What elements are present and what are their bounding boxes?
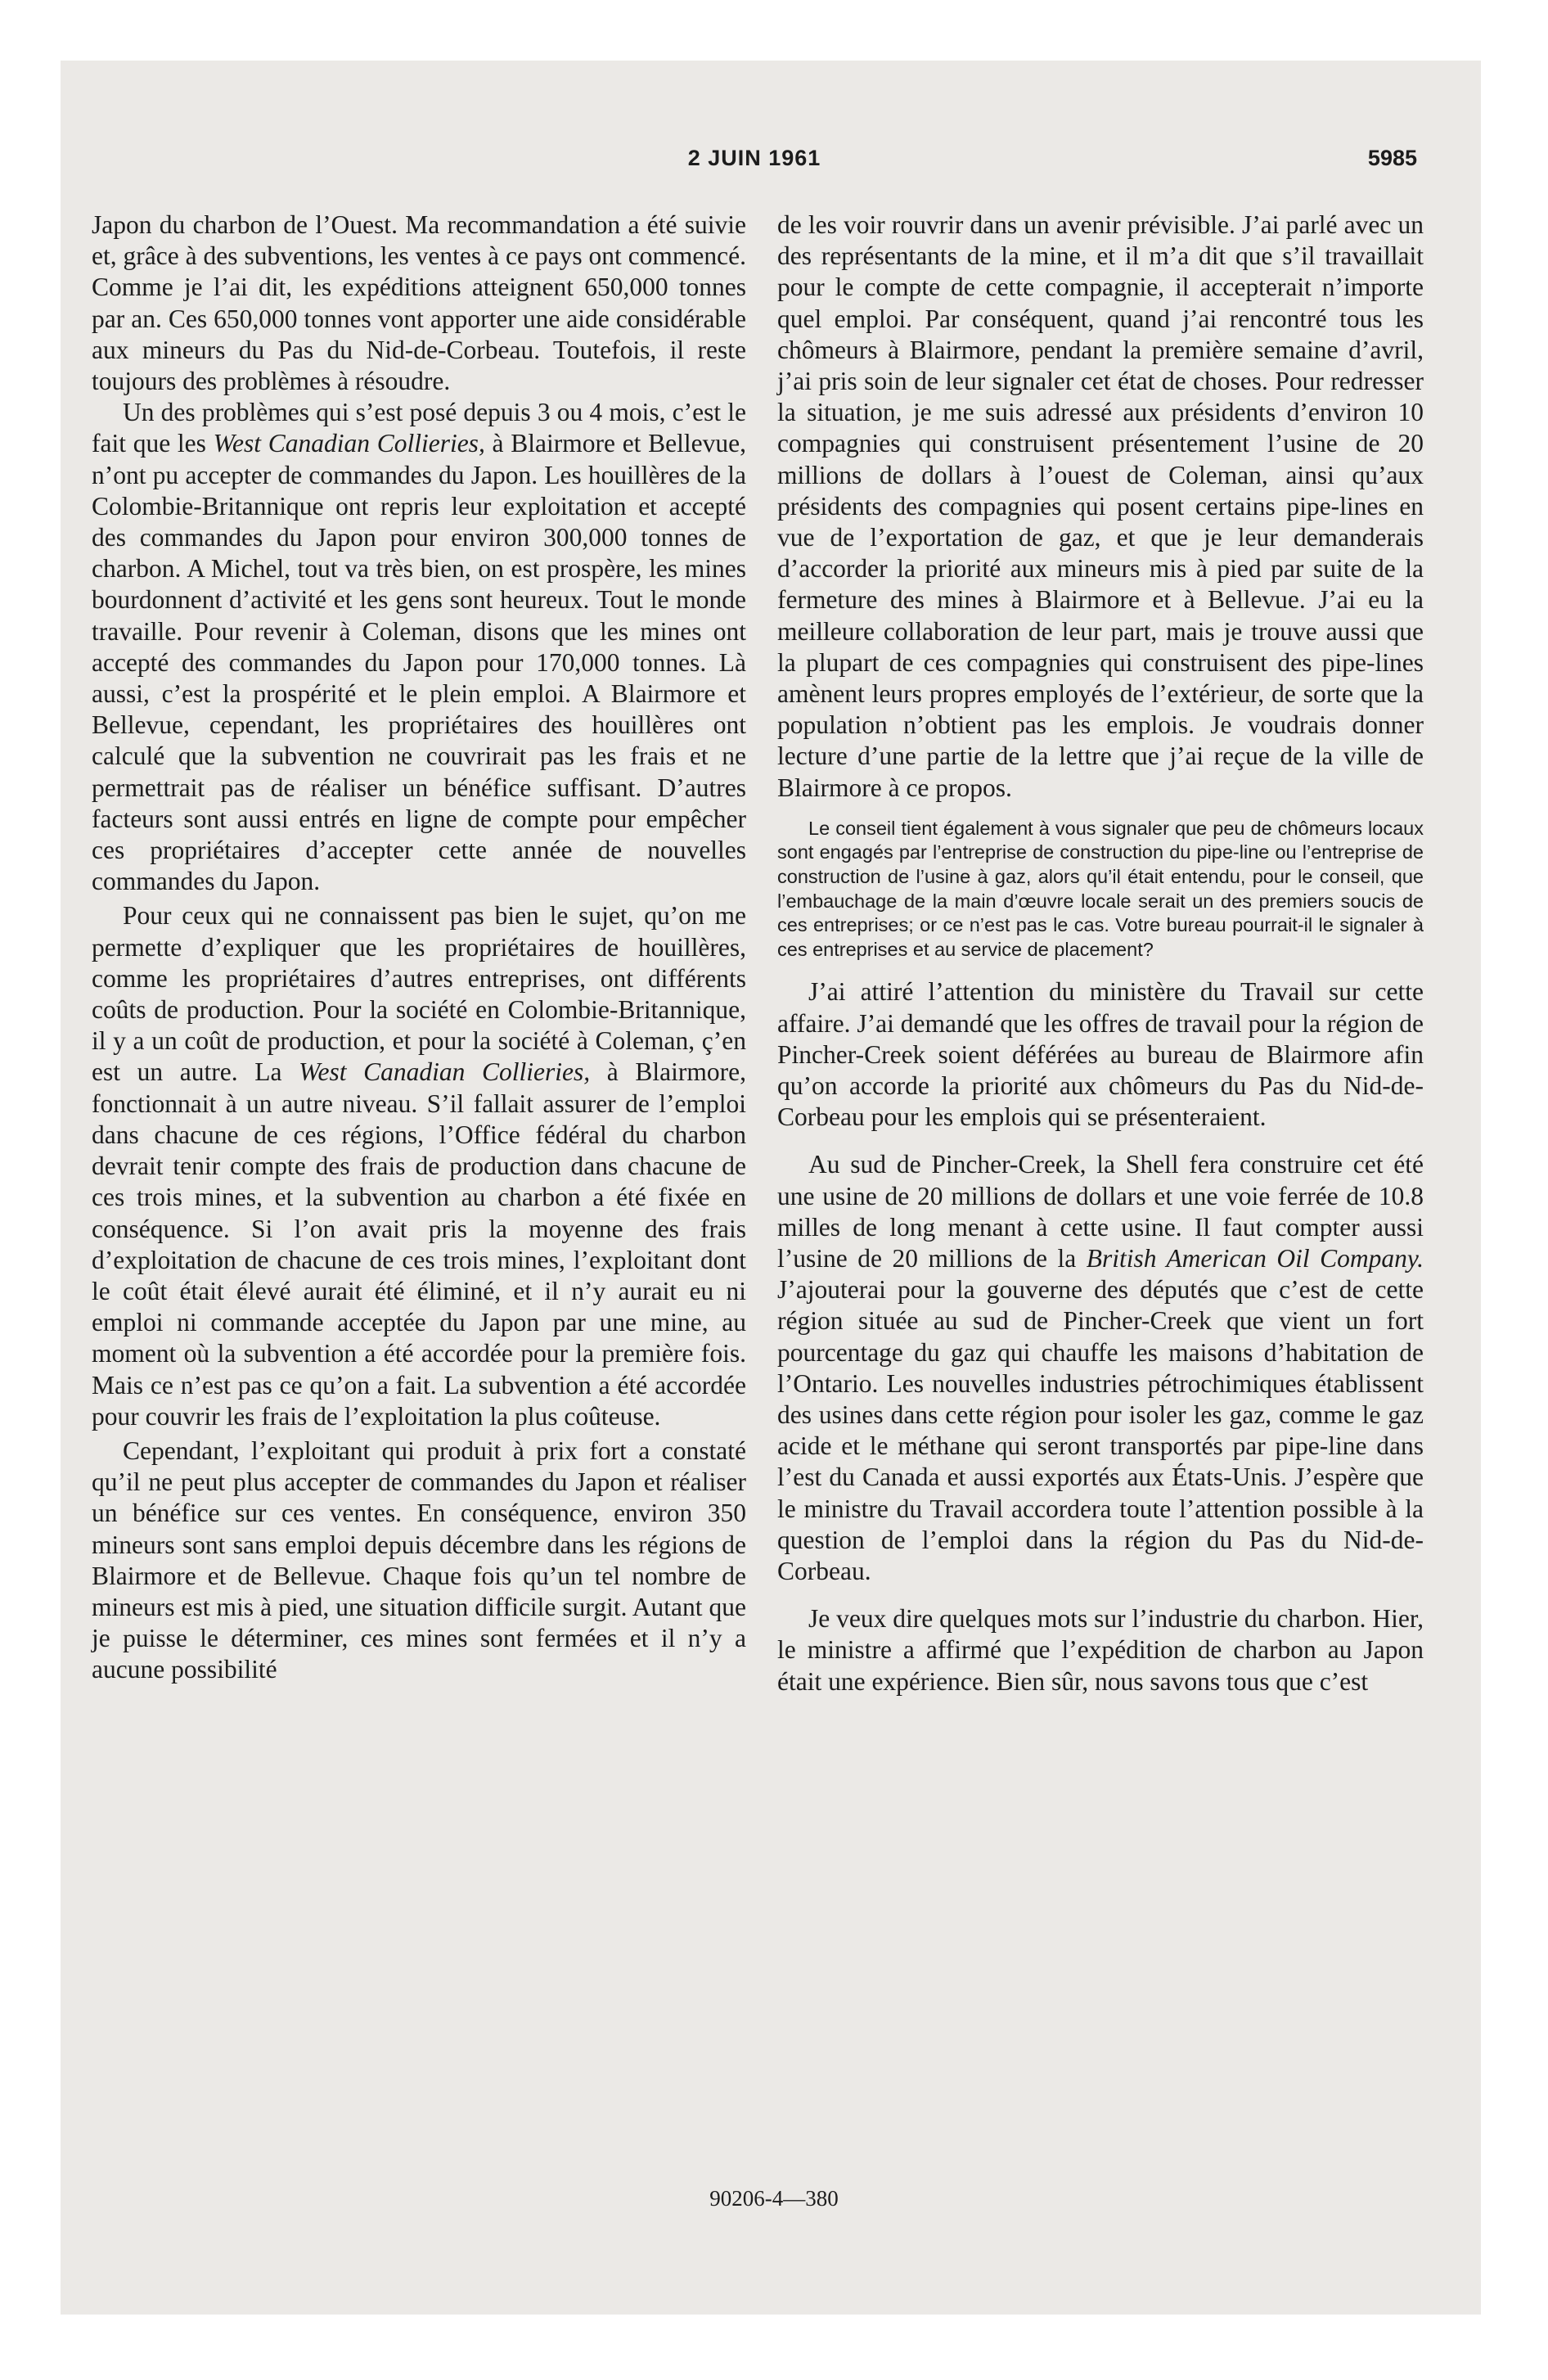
company-name: West Canadian Collieries,	[213, 429, 485, 458]
paragraph: Pour ceux qui ne connaissent pas bien le sujet, qu’on me permette d’expliquer que les propriétaires de houillères, comme les propriétaires d’autres entreprises, ont différents coûts de production. Pour la société en Colombie-Britannique, il y a un coût de production, et pour la société à Coleman, ç’en est un autre. La West Canadian Collieries, à Blairmore, fonctionnait à un autre niveau. S’il fallait assurer de l’emploi dans chacune de ces régions, l’Office fédéral du charbon devrait tenir compte des frais de production dans chacune de ces trois mines, et la subvention au charbon a été fixée en conséquence. Si l’on avait pris la moyenne des frais d’exploitation de chacune de ces trois mines, l’exploitant dont le coût était élevé aurait été éliminé, et il n’y aurait eu ni emploi ni commande acceptée du Japon par une mine, au moment où la subvention a été accordée pour la première fois. Mais ce n’est pas ce qu’on a fait. La subvention a été accordée pour couvrir les frais de l’exploitation la plus coûteuse.	[92, 901, 746, 1431]
left-column	[92, 210, 746, 1686]
paragraph: Un des problèmes qui s’est posé depuis 3 ou 4 mois, c’est le fait que les West Canadian Collieries, à Blairmore et Bellevue, n’ont pu accepter de commandes du Japon. Les houillères de la Colombie-Britannique ont repris leur exploitation et accepté des commandes du Japon pour environ 300,000 tonnes de charbon. A Michel, tout va très bien, on est prospère, les mines bourdonnent d’activité et les gens sont heureux. Tout le monde travaille. Pour revenir à Coleman, disons que les mines ont accepté des commandes du Japon pour 170,000 tonnes. Là aussi, c’est la prospérité et le plein emploi. A Blairmore et Bellevue, cependant, les propriétaires des houillères ont calculé que la subvention ne couvrirait pas les frais et ne permettrait pas de réaliser un bénéfice suffisant. D’autres facteurs sont aussi entrés en ligne de compte pour empêcher ces propriétaires d’accepter cette année de nouvelles commandes du Japon.	[92, 398, 746, 896]
paragraph: de les voir rouvrir dans un avenir prévisible. J’ai parlé avec un des représentants de la mine, et il m’a dit que s’il travaillait pour le compte de cette compagnie, il accepterait n’importe quel emploi. Par conséquent, quand j’ai rencontré tous les chômeurs à Blairmore, pendant la première semaine d’avril, j’ai pris soin de leur signaler cet état de choses. Pour redresser la situation, je me suis adressé aux présidents d’environ 10 compagnies qui construisent présentement l’usine de 20 millions de dollars à l’ouest de Coleman, ainsi qu’aux présidents des compagnies qui posent certains pipe-lines en vue de l’exportation de gaz, et que je leur demanderais d’accorder la priorité aux mineurs mis à pied par suite de la fermeture des mines à Blairmore et à Bellevue. J’ai eu la meilleure collaboration de leur part, mais je trouve aussi que la plupart de ces compagnies qui construisent des pipe-lines amènent leurs propres employés de l’extérieur, de sorte que la population n’obtient pas les emplois. Je voudrais donner lecture d’une partie de la lettre que j’ai reçue de la ville de Blairmore à ce propos.	[777, 210, 1424, 802]
company-name: British American Oil Company.	[1086, 1244, 1424, 1273]
paragraph: Japon du charbon de l’Ouest. Ma recommandation a été suivie et, grâce à des subventions, les ventes à ce pays ont commencé. Comme je l’ai dit, les expéditions atteignent 650,000 tonnes par an. Ces 650,000 tonnes vont apporter une aide considérable aux mineurs du Pas du Nid-de-Corbeau. Toutefois, il reste toujours des problèmes à résoudre.	[92, 210, 746, 396]
quoted-letter: Le conseil tient également à vous signaler que peu de chômeurs locaux sont engagés par l’entreprise de construction du pipe-line ou l’entreprise de construction de l’usine à gaz, alors qu’il était entendu, pour le conseil, que l’embauchage de la main d’œuvre locale serait un des premiers soucis de ces entreprises; or ce n’est pas le cas. Votre bureau pourrait-il le signaler à ces entreprises et au service de placement?	[777, 817, 1424, 960]
right-column	[777, 210, 1424, 1697]
page-number: 5985	[1367, 146, 1417, 170]
paragraph: Cependant, l’exploitant qui produit à prix fort a constaté qu’il ne peut plus accepter de commandes du Japon et réaliser un bénéfice sur ces ventes. En conséquence, environ 350 mineurs sont sans emploi depuis décembre dans les régions de Blairmore et de Bellevue. Chaque fois qu’un tel nombre de mineurs est mis à pied, une situation difficile surgit. Autant que je puisse le déterminer, ces mines sont fermées et il n’y a aucune possibilité	[92, 1436, 746, 1684]
paragraph: Au sud de Pincher-Creek, la Shell fera construire cet été une usine de 20 millions de dollars et une voie ferrée de 10.8 milles de long menant à cette usine. Il faut compter aussi l’usine de 20 millions de la British American Oil Company. J’ajouterai pour la gouverne des députés que c’est de cette région située au sud de Pincher-Creek que vient un fort pourcentage du gaz qui chauffe les maisons d’habitation de l’Ontario. Les nouvelles industries pétrochimiques établissent des usines dans cette région pour isoler les gaz, comme le gaz acide et le méthane qui seront transportés par pipe-line dans l’est du Canada et aussi exportés aux États-Unis. J’espère que le ministre du Travail accordera toute l’attention possible à la question de l’emploi dans la région du Pas du Nid-de-Corbeau.	[777, 1150, 1424, 1586]
paragraph: J’ai attiré l’attention du ministère du Travail sur cette affaire. J’ai demandé que les offres de travail pour la région de Pincher-Creek soient déférées au bureau de Blairmore afin qu’on accorde la priorité aux chômeurs du Pas du Nid-de-Corbeau pour les emplois qui se présenteraient.	[777, 977, 1424, 1132]
footer-code: 90206-4—380	[709, 2186, 839, 2211]
company-name: West Canadian Collieries,	[299, 1057, 591, 1087]
page-header	[92, 146, 1417, 178]
paragraph: Je veux dire quelques mots sur l’industrie du charbon. Hier, le ministre a affirmé que l’expédition de charbon au Japon était une expérience. Bien sûr, nous savons tous que c’est	[777, 1604, 1424, 1696]
header-date: 2 JUIN 1961	[687, 146, 821, 170]
